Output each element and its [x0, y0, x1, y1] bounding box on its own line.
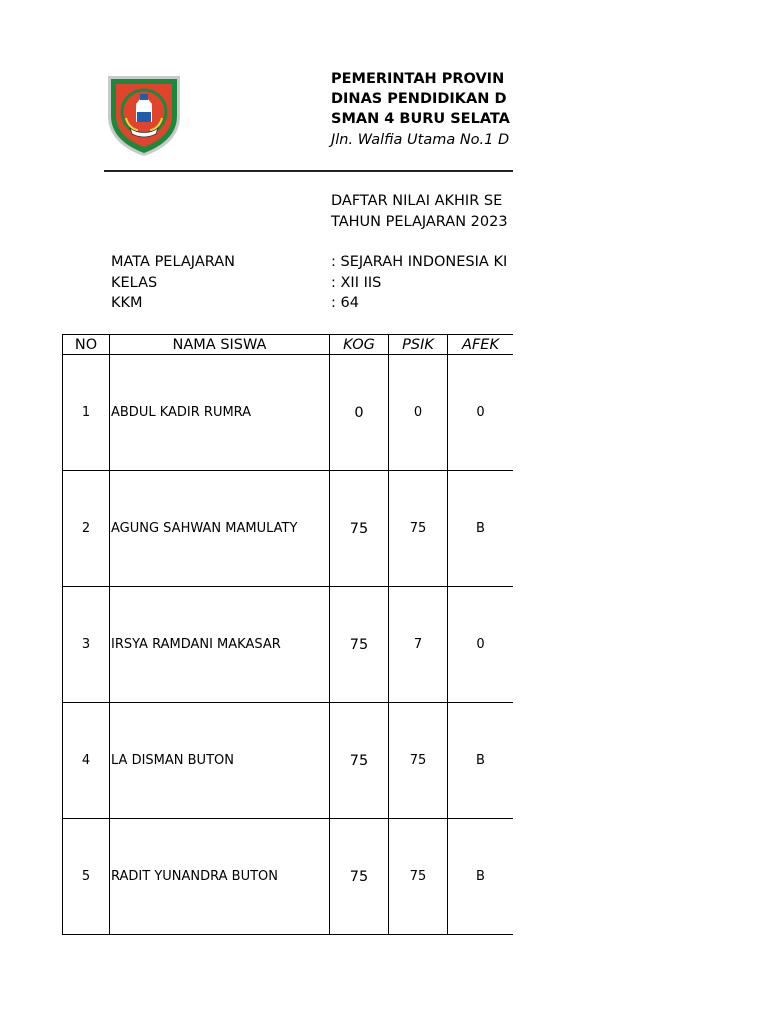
cell-no: 1 [63, 355, 110, 471]
info-label-kkm: KKM [111, 295, 143, 311]
info-value-subject: : SEJARAH INDONESIA KI [331, 254, 508, 270]
cell-name: IRSYA RAMDANI MAKASAR [110, 587, 330, 703]
cell-afek: 0 [448, 587, 514, 703]
column-header-psik: PSIK [389, 335, 448, 355]
cell-name: AGUNG SAHWAN MAMULATY [110, 471, 330, 587]
cell-afek: B [448, 819, 514, 935]
cell-kog: 0 [330, 355, 389, 471]
column-header-no: NO [63, 335, 110, 355]
cell-kog: 75 [330, 471, 389, 587]
academic-year: TAHUN PELAJARAN 2023 [331, 214, 508, 230]
grades-table [62, 334, 513, 935]
cell-no: 3 [63, 587, 110, 703]
cell-no: 5 [63, 819, 110, 935]
cell-name: ABDUL KADIR RUMRA [110, 355, 330, 471]
cell-psik: 75 [389, 703, 448, 819]
table-row [63, 703, 514, 819]
info-value-class: : XII IIS [331, 275, 382, 291]
table-row [63, 471, 514, 587]
cell-kog: 75 [330, 819, 389, 935]
document-title: DAFTAR NILAI AKHIR SE [331, 193, 503, 209]
cell-psik: 7 [389, 587, 448, 703]
table-row [63, 355, 514, 471]
column-header-afek: AFEK [448, 335, 514, 355]
cell-psik: 0 [389, 355, 448, 471]
table-header-row [63, 335, 514, 355]
cell-afek: B [448, 471, 514, 587]
header-divider [104, 170, 513, 172]
cell-kog: 75 [330, 703, 389, 819]
cell-no: 2 [63, 471, 110, 587]
cell-psik: 75 [389, 471, 448, 587]
info-label-class: KELAS [111, 275, 158, 291]
school-emblem-icon [104, 72, 184, 158]
header-school: SMAN 4 BURU SELATA [331, 111, 510, 127]
column-header-kog: KOG [330, 335, 389, 355]
cell-psik: 75 [389, 819, 448, 935]
cell-name: RADIT YUNANDRA BUTON [110, 819, 330, 935]
cell-no: 4 [63, 703, 110, 819]
cell-afek: 0 [448, 355, 514, 471]
header-department: DINAS PENDIDIKAN D [331, 91, 507, 107]
info-label-subject: MATA PELAJARAN [111, 254, 235, 270]
cell-afek: B [448, 703, 514, 819]
header-government: PEMERINTAH PROVIN [331, 71, 505, 87]
table-row [63, 819, 514, 935]
table-row [63, 587, 514, 703]
cell-name: LA DISMAN BUTON [110, 703, 330, 819]
header-address: Jln. Walfia Utama No.1 D [331, 132, 510, 148]
cell-kog: 75 [330, 587, 389, 703]
column-header-name: NAMA SISWA [110, 335, 330, 355]
info-value-kkm: : 64 [331, 295, 359, 311]
